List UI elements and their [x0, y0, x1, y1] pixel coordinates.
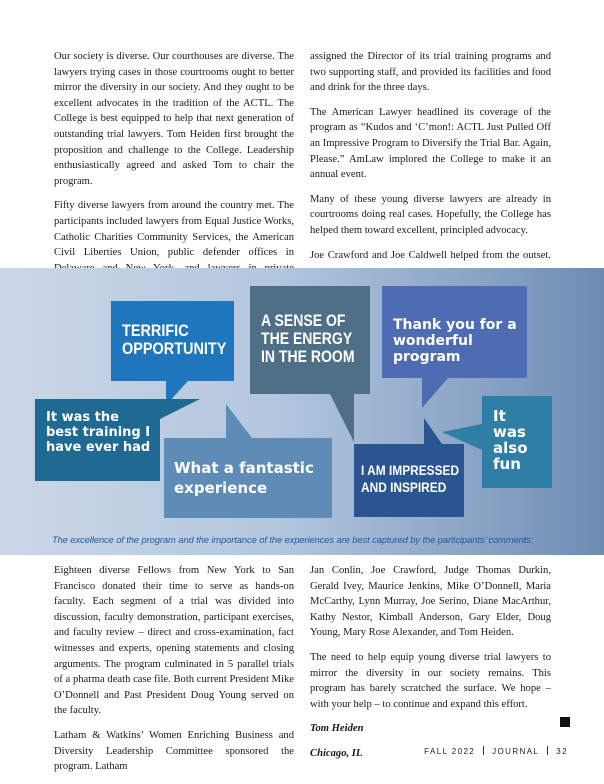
banner-caption: The excellence of the program and the importance of the experiences are best captured by the participants’ comments:	[52, 534, 534, 545]
paragraph: Our society is diverse. Our courthouses are diverse. The lawyers trying cases in those courtrooms ought to better mirror the diversity in our society. And they ought to be excellent advocates in the tradition of the ACTL. The College is best equipped to help that next generation of outstanding trial lawyers. Tom Heiden first brought the proposition and challenge to the College. Leadership enthusiastically agreed and asked Tom to chair the program.	[54, 51, 294, 187]
footer-divider	[483, 746, 484, 755]
bubble-tail	[330, 394, 354, 442]
quote-bubble-sense-of-energy	[250, 286, 370, 394]
paragraph: Many of these young diverse lawyers are already in courtrooms doing real cases. Hopefully, the College has helped them toward excellent, principled advocacy.	[310, 193, 551, 236]
footer-divider	[547, 746, 548, 755]
quote-text: I AM IMPRESSED AND INSPIRED	[361, 462, 460, 495]
signature-place: Chicago, IL	[310, 748, 363, 760]
paragraph: Fifty diverse lawyers from around the country met. The participants included lawyers from Equal Justice Works, Catholic Charities Community Services, the American Civil Liberties Union, public defender offices in	[54, 200, 294, 259]
article-column-top-left	[54, 49, 294, 301]
paragraph: Joe Crawford and Joe Caldwell helped from the outset.	[310, 249, 551, 261]
bubble-tail	[424, 418, 442, 444]
quote-bubble-also-fun	[482, 396, 552, 488]
quote-text: TERRIFIC OPPORTUNITY	[122, 321, 227, 358]
quote-text: What a fantastic experience	[174, 459, 314, 497]
paragraph: assigned the Director of its trial training programs and two supporting staff, and provided its facilities and food and drink for the three days.	[310, 51, 551, 94]
paragraph: The American Lawyer headlined its coverage of the program as “Kudos and ‘C’mon!: ACTL Just Pulled Off an Impressive Program to Diversify the Trial Bar. Again, Please.” AmLaw implored the College to make it an annual event.	[310, 106, 551, 181]
bubble-tail	[442, 424, 482, 450]
footer-issue: FALL 2022	[424, 747, 476, 756]
bubble-tail	[422, 378, 448, 408]
article-column-top-right	[310, 49, 551, 263]
paragraph: Jan Conlin, Joe Crawford, Judge Thomas Durkin, Gerald Ivey, Maurice Jenkins, Mike O’Donnell, Maria McCarthy, Lynn Murray, Joe Serino, Diane MacArthur, Kathy Nestor, Kimball Anderson, Gary Elder, Doug Young, Mary Rose Alexander, and Tom Heiden.	[310, 565, 551, 639]
quote-text: Thank you for a wonderful program	[393, 317, 517, 365]
article-column-bottom-right	[310, 563, 551, 771]
page-footer	[424, 746, 568, 756]
bubble-tail	[226, 404, 252, 438]
quote-bubble-terrific	[111, 301, 234, 381]
quote-text: A SENSE OF THE ENERGY IN THE ROOM	[261, 312, 355, 366]
quote-bubble-best-training	[35, 399, 160, 481]
paragraph: Latham & Watkins’ Women Enriching Business and Diversity Leadership Committee sponsored the program. Latham	[54, 729, 294, 773]
end-of-article-mark	[560, 717, 570, 727]
paragraph: The need to help equip young diverse trial lawyers to mirror the diversity in our society remains. This program has barely scratched the surface. We hope – with your help – to continue and expand this effort.	[310, 651, 551, 710]
quote-bubble-thank-you	[382, 286, 527, 378]
quote-banner	[0, 268, 604, 555]
quote-bubble-impressed	[354, 444, 464, 517]
paragraph: Eighteen diverse Fellows from New York to San Francisco donated their time to serve as hands-on faculty. Each segment of a trial was divided into discussion, faculty demonstration, participant exercises, and faculty review – direct and cross-examination, fact witnesses and experts, opening statements and closing arguments. The program culminated in 5 parallel trials of a pharma death case file. Both current President Mike O’Donnell and Past President Doug Young served on the faculty.	[54, 565, 294, 717]
quote-text: It was the best training I have ever had	[46, 410, 151, 455]
article-column-bottom-left	[54, 563, 294, 784]
page-number: 32	[556, 747, 568, 756]
footer-publication: JOURNAL	[492, 747, 540, 756]
bubble-tail	[160, 399, 200, 419]
quote-text: It was also fun	[493, 407, 528, 473]
signature-name: Tom Heiden	[310, 723, 364, 735]
quote-bubble-fantastic	[164, 438, 332, 518]
